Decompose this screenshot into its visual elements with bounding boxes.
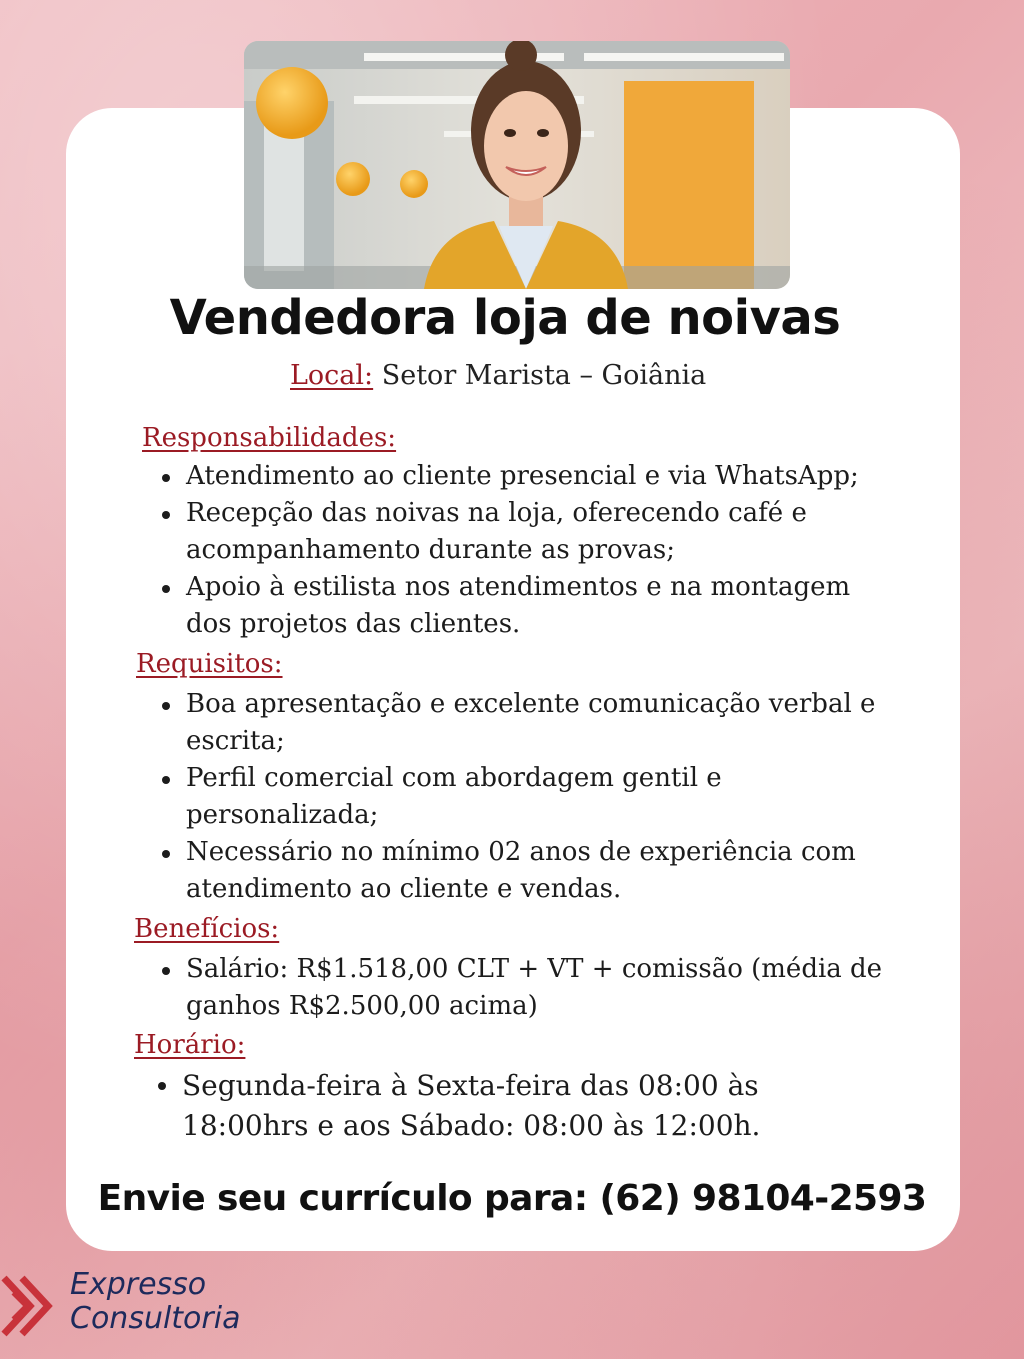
contact-line bbox=[0, 1178, 1024, 1219]
brand-line-1: Expresso bbox=[70, 1267, 207, 1302]
list-item: Perfil comercial com abordagem gentil e personalizada; bbox=[162, 760, 892, 834]
list-item: Segunda-feira à Sexta-feira das 08:00 às 18:00hrs e aos Sábado: 08:00 às 12:00h. bbox=[158, 1066, 798, 1146]
list-item: Recepção das noivas na loja, oferecendo café e acompanhamento durante as provas; bbox=[162, 495, 882, 569]
benefits-heading: Benefícios: bbox=[134, 914, 280, 944]
requirements-heading: Requisitos: bbox=[136, 649, 283, 679]
responsibilities-heading: Responsabilidades: bbox=[142, 423, 397, 453]
location-value: Setor Marista – Goiânia bbox=[381, 360, 707, 391]
responsibilities-list bbox=[162, 458, 882, 643]
expresso-logo-icon bbox=[0, 1268, 64, 1344]
contact-text: Envie seu currículo para: bbox=[97, 1178, 588, 1219]
contact-phone[interactable]: (62) 98104-2593 bbox=[599, 1178, 927, 1219]
list-item: Boa apresentação e excelente comunicação verbal e escrita; bbox=[162, 686, 892, 760]
list-item: Necessário no mínimo 02 anos de experiência com atendimento ao cliente e vendas. bbox=[162, 834, 892, 908]
list-item: Atendimento ao cliente presencial e via WhatsApp; bbox=[162, 458, 882, 495]
brand-line-2: Consultoria bbox=[70, 1301, 241, 1336]
schedule-list bbox=[158, 1066, 798, 1146]
list-item: Apoio à estilista nos atendimentos e na montagem dos projetos das clientes. bbox=[162, 569, 882, 643]
job-title: Vendedora loja de noivas bbox=[169, 290, 841, 346]
location bbox=[290, 360, 706, 391]
schedule-heading: Horário: bbox=[134, 1030, 246, 1060]
woman-photo bbox=[244, 41, 790, 289]
location-label: Local: bbox=[290, 360, 374, 391]
requirements-list bbox=[162, 686, 892, 908]
list-item: Salário: R$1.518,00 CLT + VT + comissão (média de ganhos R$2.500,00 acima) bbox=[162, 951, 892, 1025]
benefits-list bbox=[162, 951, 892, 1025]
brand-name bbox=[70, 1268, 240, 1336]
